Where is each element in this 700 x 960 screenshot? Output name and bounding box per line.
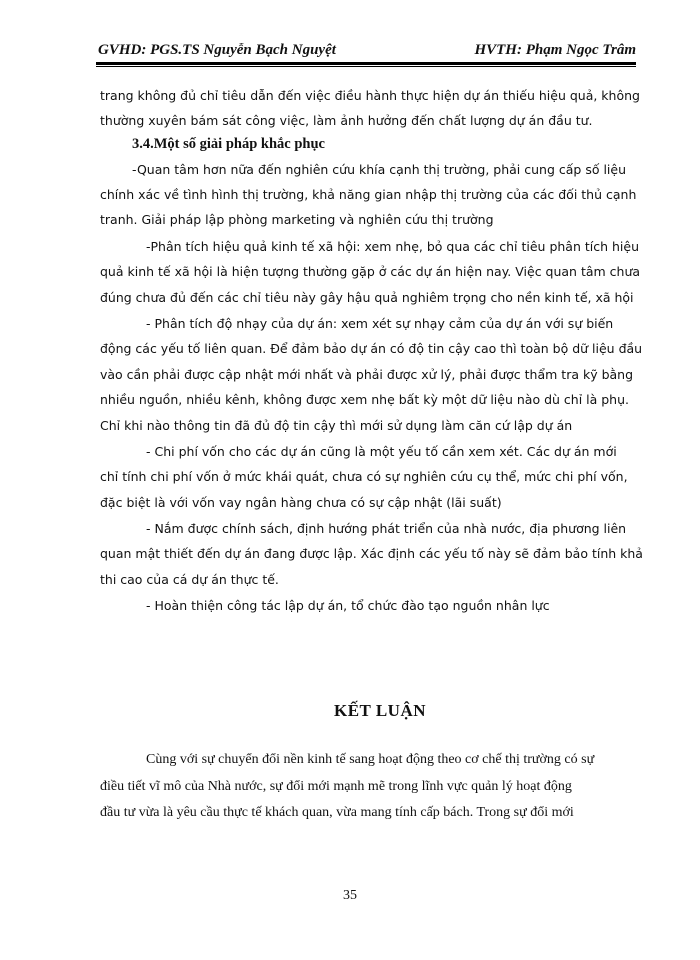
body-line: chính xác về tình hình thị trường, khả năng gian nhập thị trường của các đối thủ cạnh (100, 187, 637, 202)
body-line: chỉ tính chi phí vốn ở mức khái quát, chưa có sự nghiên cứu cụ thể, mức chi phí vốn, (100, 469, 628, 484)
body-line: quả kinh tế xã hội là hiện tượng thường gặp ở các dự án hiện nay. Việc quan tâm chưa (100, 264, 641, 279)
body-line: nhiều nguồn, nhiều kênh, không được xem nhẹ bất kỳ một dữ liệu nào dù chỉ là phụ. (100, 392, 630, 407)
header-rule-thin (96, 66, 636, 67)
header-student: HVTH: Phạm Ngọc Trâm (474, 42, 636, 58)
body-line: thi cao của cá dự án thực tế. (100, 572, 279, 587)
body-line: quan mật thiết đến dự án đang được lập. Xác định các yếu tố này sẽ đảm bảo tính khả (100, 546, 643, 561)
page-header (96, 38, 636, 62)
section-heading: 3.4.Một số giải pháp khắc phục (132, 136, 325, 152)
body-line: trang không đủ chỉ tiêu dẫn đến việc điều hành thực hiện dự án thiếu hiệu quả, không (100, 88, 640, 103)
body-line: đặc biệt là với vốn vay ngân hàng chưa có sự cập nhật (lãi suất) (100, 495, 502, 510)
body-line: - Hoàn thiện công tác lập dự án, tổ chức đào tạo nguồn nhân lực (146, 598, 550, 613)
page-number: 35 (343, 888, 357, 903)
body-line: - Chi phí vốn cho các dự án cũng là một yếu tố cần xem xét. Các dự án mới (146, 444, 617, 459)
body-line: -Phân tích hiệu quả kinh tế xã hội: xem nhẹ, bỏ qua các chỉ tiêu phân tích hiệu (146, 239, 640, 254)
conclusion-line: đầu tư vừa là yêu cầu thực tế khách quan, vừa mang tính cấp bách. Trong sự đổi mới (100, 805, 574, 820)
body-line: đúng chưa đủ đến các chỉ tiêu này gây hậu quả nghiêm trọng cho nền kinh tế, xã hội (100, 290, 634, 305)
body-line: - Phân tích độ nhạy của dự án: xem xét sự nhạy cảm của dự án với sự biến (146, 316, 614, 331)
header-supervisor: GVHD: PGS.TS Nguyễn Bạch Nguyệt (98, 42, 336, 58)
body-line: Chỉ khi nào thông tin đã đủ độ tin cậy thì mới sử dụng làm căn cứ lập dự án (100, 418, 573, 433)
header-rule-thick (96, 62, 636, 65)
body-line: -Quan tâm hơn nữa đến nghiên cứu khía cạnh thị trường, phải cung cấp số liệu (132, 162, 627, 177)
conclusion-title: KẾT LUẬN (333, 701, 426, 720)
conclusion-line: điều tiết vĩ mô của Nhà nước, sự đổi mới mạnh mẽ trong lĩnh vực quản lý hoạt động (100, 779, 572, 794)
body-line: tranh. Giải pháp lập phòng marketing và nghiên cứu thị trường (100, 212, 494, 227)
body-line: thường xuyên bám sát công việc, làm ảnh hưởng đến chất lượng dự án đầu tư. (100, 113, 593, 128)
body-line: - Nắm được chính sách, định hướng phát triển của nhà nước, địa phương liên (146, 521, 627, 536)
conclusion-line: Cùng với sự chuyển đổi nền kinh tế sang hoạt động theo cơ chế thị trường có sự (146, 752, 595, 767)
body-line: động các yếu tố liên quan. Để đảm bảo dự án có độ tin cậy cao thì toàn bộ dữ liệu đầu (100, 341, 643, 356)
body-line: vào cần phải được cập nhật mới nhất và phải được xử lý, phải được thẩm tra kỹ bằng (100, 367, 634, 382)
